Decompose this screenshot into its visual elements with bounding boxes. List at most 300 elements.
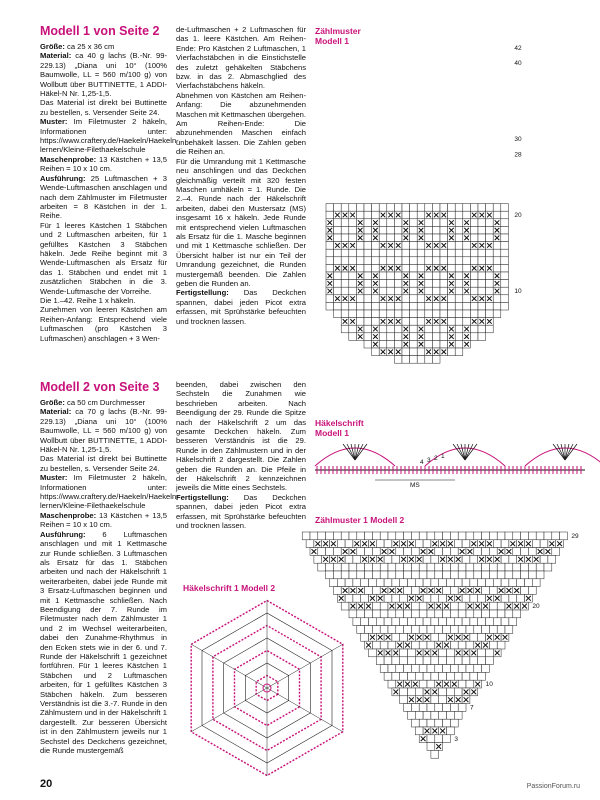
grid-cell (387, 310, 395, 318)
grid-cell (394, 310, 402, 318)
grid-cell (326, 532, 334, 540)
grid-cell (364, 272, 372, 280)
grid-cell (470, 280, 478, 288)
grid-cell (415, 618, 423, 626)
grid-cell (455, 295, 463, 303)
grid-cell (462, 594, 470, 602)
grid-cell (432, 204, 440, 212)
grid-cell (466, 563, 474, 571)
grid-cell (387, 272, 395, 280)
haekelschrift-m1-title: Häkelschrift Modell 1 (315, 418, 364, 438)
grid-cell (425, 325, 433, 333)
grid-cell (455, 325, 463, 333)
grid-cell (402, 242, 410, 250)
grid-cell (455, 302, 463, 310)
paragraph (40, 155, 167, 174)
grid-cell (435, 610, 443, 618)
grid-cell (462, 672, 470, 680)
grid-cell (387, 302, 395, 310)
grid-cell (455, 204, 463, 212)
grid-cell (482, 563, 490, 571)
grid-cell (376, 618, 384, 626)
grid-cell (380, 641, 388, 649)
grid-cell (474, 610, 482, 618)
grid-cell (455, 242, 463, 250)
paragraph (40, 454, 167, 473)
paragraph (40, 42, 167, 51)
paragraph-text: 13 Kästchen + 13,5 Reihen = 10 x 10 cm. (40, 510, 167, 530)
grid-cell (501, 226, 509, 234)
grid-cell (411, 626, 419, 634)
grid-cell (425, 226, 433, 234)
grid-cell (356, 211, 364, 219)
grid-cell (458, 665, 466, 673)
grid-cell (384, 594, 392, 602)
grid-cell (394, 340, 402, 348)
grid-cell (505, 626, 513, 634)
grid-cell (388, 563, 396, 571)
grid-cell (447, 688, 455, 696)
section1-column2 (176, 25, 306, 326)
round-number-label: 10 (485, 681, 493, 689)
grid-cell (474, 665, 482, 673)
grid-cell (365, 626, 373, 634)
grid-cell (334, 280, 342, 288)
grid-cell (404, 626, 412, 634)
grid-cell (474, 626, 482, 634)
grid-cell (432, 356, 440, 364)
grid-cell (402, 310, 410, 318)
grid-cell (466, 610, 474, 618)
grid-cell (486, 657, 494, 665)
grid-cell (443, 735, 451, 743)
grid-cell (532, 540, 540, 548)
grid-cell (486, 287, 494, 295)
grid-cell (455, 280, 463, 288)
grid-cell (470, 219, 478, 227)
grid-cell (372, 204, 380, 212)
grid-cell (417, 257, 425, 265)
grid-cell (448, 302, 456, 310)
grid-cell (394, 280, 402, 288)
grid-cell (388, 610, 396, 618)
grid-cell (513, 571, 521, 579)
grid-cell (417, 211, 425, 219)
grid-cell (425, 333, 433, 341)
grid-cell (419, 571, 427, 579)
grid-cell (470, 272, 478, 280)
grid-cell (463, 318, 471, 326)
grid-cell (326, 242, 334, 250)
grid-cell (439, 618, 447, 626)
grid-cell (341, 325, 349, 333)
paragraph (40, 51, 167, 98)
grid-cell (435, 626, 443, 634)
paragraph-text: Die 1.–42. Reihe 1 x häkeln. (40, 295, 136, 305)
paragraph-text: de-Luftmaschen + 2 Luftmaschen für das 1. leere Kästchen. Am Reihen-Ende: Pro Kästchen 2 Luftmaschen, 1 Vierfachstäbchen in die Einstichstelle des zuletzt gehäkelten Stäbchens bzw. in das 2. Abmaschglied des Vierfachstäbchens häkeln. (176, 25, 306, 91)
grid-cell (400, 649, 408, 657)
grid-cell (402, 264, 410, 272)
paragraph-text: beenden, dabei zwischen den Sechsteln die Zunahmen wie beschrieben arbeiten. Nach Beendigung der 29. Runde die Spitze nach der Häkelschrift 2 um das gesamte Deckchen häkeln. Zum besseren Verständnis ist die 29. Runde in den Zählmustern und in der Häkelschrift 2 dargestellt. Die Zahlen geben die Runden an. Die Pfeile in der Häkelschrift 2 kennzeichnen jeweils die Mitte eines Sechstels. (176, 380, 306, 493)
grid-cell (431, 696, 439, 704)
grid-cell (400, 688, 408, 696)
grid-cell (509, 594, 517, 602)
grid-cell (341, 563, 349, 571)
grid-cell (394, 272, 402, 280)
section1-column1 (40, 42, 179, 343)
grid-cell (364, 295, 372, 303)
grid-cell (486, 649, 494, 657)
round-number-label: 20 (532, 603, 540, 611)
grid-cell (544, 532, 552, 540)
grid-cell (425, 310, 433, 318)
grid-cell (364, 234, 372, 242)
grid-cell (427, 641, 435, 649)
grid-cell (402, 318, 410, 326)
grid-cell (379, 325, 387, 333)
paragraph-label: Maschenprobe: (40, 154, 97, 164)
grid-cell (432, 302, 440, 310)
fan-stitch (457, 444, 465, 460)
grid-cell (466, 571, 474, 579)
paragraph-text: ca 25 x 36 cm (64, 42, 115, 51)
grid-cell (544, 563, 552, 571)
grid-cell (334, 234, 342, 242)
grid-cell (372, 548, 380, 556)
grid-cell (410, 226, 418, 234)
grid-cell (448, 249, 456, 257)
grid-cell (454, 579, 462, 587)
grid-cell (497, 641, 505, 649)
grid-cell (486, 226, 494, 234)
grid-cell (470, 333, 478, 341)
site-watermark: PassionForum.ru (526, 783, 580, 790)
grid-cell (396, 532, 404, 540)
haekelschrift1-m2-title: Häkelschrift 1 Modell 2 (183, 583, 276, 593)
grid-cell (349, 571, 357, 579)
grid-cell (435, 735, 443, 743)
grid-cell (432, 272, 440, 280)
grid-cell (425, 234, 433, 242)
grid-cell (314, 555, 322, 563)
fan-stitch (557, 444, 565, 460)
paragraph-text: 13 Kästchen + 13,5 Reihen = 10 x 10 cm. (40, 154, 167, 174)
grid-cell (396, 626, 404, 634)
grid-cell (394, 226, 402, 234)
grid-cell (450, 626, 458, 634)
paragraph-text: ca 70 g lachs (B.-Nr. 99-229.13) „Diana uni 10“ (100% Baumwolle, LL = 560 m/100 g) von Wollbutt über BUTTINETTE, 1 ADDI-Häkel-N Nr. 1,25-1,5. (40, 407, 167, 455)
grid-cell (440, 272, 448, 280)
grid-cell (463, 249, 471, 257)
grid-cell (521, 548, 529, 556)
grid-cell (458, 571, 466, 579)
grid-cell (470, 672, 478, 680)
grid-cell (497, 571, 505, 579)
grid-cell (486, 272, 494, 280)
grid-cell (501, 540, 509, 548)
grid-cell (410, 211, 418, 219)
grid-cell (410, 272, 418, 280)
grid-cell (427, 743, 435, 751)
grid-cell (411, 641, 419, 649)
grid-cell (388, 571, 396, 579)
grid-cell (326, 211, 334, 219)
grid-cell (501, 287, 509, 295)
grid-cell (454, 711, 462, 719)
paragraph (40, 398, 167, 407)
grid-cell (400, 618, 408, 626)
grid-cell (337, 540, 345, 548)
grid-cell (404, 587, 412, 595)
paragraph (40, 221, 167, 296)
paragraph-label: Ausführung: (40, 529, 86, 539)
grid-cell (440, 325, 448, 333)
grid-cell (493, 257, 501, 265)
round-number-label: 1 (441, 453, 445, 460)
grid-cell (482, 532, 490, 540)
grid-cell (333, 571, 341, 579)
grid-cell (448, 318, 456, 326)
section2-column1 (40, 398, 179, 756)
grid-cell (439, 633, 447, 641)
grid-cell (379, 234, 387, 242)
grid-cell (376, 540, 384, 548)
grid-cell (425, 219, 433, 227)
grid-cell (458, 641, 466, 649)
grid-cell (380, 665, 388, 673)
grid-cell (423, 555, 431, 563)
grid-cell (521, 532, 529, 540)
grid-cell (333, 587, 341, 595)
grid-cell (365, 532, 373, 540)
grid-cell (463, 310, 471, 318)
grid-cell (432, 310, 440, 318)
grid-cell (369, 649, 377, 657)
grid-cell (310, 532, 318, 540)
grid-cell (408, 672, 416, 680)
grid-cell (443, 548, 451, 556)
grid-cell (408, 711, 416, 719)
grid-cell (455, 226, 463, 234)
grid-cell (458, 626, 466, 634)
grid-cell (439, 594, 447, 602)
grid-cell (470, 310, 478, 318)
grid-cell (364, 264, 372, 272)
grid-cell (318, 548, 326, 556)
grid-cell (478, 287, 486, 295)
paragraph-text: Zunehmen von leeren Kästchen am Reihen-Anfang: Entsprechend viele Luftmaschen (pro Kästchen 3 Luftmaschen) anschlagen + 3 Wen- (40, 305, 167, 343)
grid-cell (349, 272, 357, 280)
grid-cell (400, 696, 408, 704)
grid-cell (402, 257, 410, 265)
grid-cell (431, 633, 439, 641)
grid-cell (302, 532, 310, 540)
fan-stitch (465, 444, 473, 460)
grid-cell (493, 540, 501, 548)
grid-cell (400, 657, 408, 665)
grid-cell (306, 540, 314, 548)
grid-cell (379, 257, 387, 265)
grid-cell (513, 563, 521, 571)
grid-cell (489, 602, 497, 610)
grid-cell (443, 532, 451, 540)
grid-cell (333, 548, 341, 556)
grid-cell (501, 295, 509, 303)
row-number-label: 42 (514, 45, 522, 52)
grid-cell (435, 563, 443, 571)
grid-cell (463, 204, 471, 212)
round-number-label: 29 (571, 533, 579, 540)
grid-cell (458, 532, 466, 540)
grid-cell (349, 257, 357, 265)
grid-cell (410, 318, 418, 326)
grid-cell (341, 234, 349, 242)
round-number-label: 2 (434, 455, 438, 462)
section2-column2 (176, 380, 306, 531)
grid-cell (497, 563, 505, 571)
grid-cell (431, 672, 439, 680)
grid-cell (455, 249, 463, 257)
grid-cell (349, 219, 357, 227)
grid-cell (410, 340, 418, 348)
row-number-label: 30 (514, 136, 522, 144)
grid-cell (440, 249, 448, 257)
grid-cell (501, 204, 509, 212)
grid-cell (521, 587, 529, 595)
grid-cell (540, 540, 548, 548)
grid-cell (402, 348, 410, 356)
grid-cell (455, 310, 463, 318)
grid-cell (440, 310, 448, 318)
grid-cell (478, 325, 486, 333)
grid-cell (410, 257, 418, 265)
grid-cell (356, 204, 364, 212)
grid-cell (440, 226, 448, 234)
paragraph (176, 25, 306, 91)
grid-cell (525, 579, 533, 587)
grid-cell (349, 280, 357, 288)
grid-cell (326, 295, 334, 303)
grid-cell (334, 226, 342, 234)
grid-cell (432, 226, 440, 234)
grid-cell (400, 672, 408, 680)
grid-cell (470, 657, 478, 665)
grid-cell (458, 602, 466, 610)
grid-cell (419, 532, 427, 540)
grid-cell (388, 680, 396, 688)
grid-cell (349, 234, 357, 242)
grid-cell (345, 579, 353, 587)
grid-cell (493, 211, 501, 219)
grid-cell (425, 272, 433, 280)
grid-cell (470, 302, 478, 310)
grid-cell (372, 295, 380, 303)
grid-cell (443, 563, 451, 571)
grid-cell (455, 264, 463, 272)
grid-cell (410, 264, 418, 272)
grid-cell (402, 204, 410, 212)
grid-cell (443, 704, 451, 712)
grid-cell (419, 704, 427, 712)
grid-cell (364, 226, 372, 234)
grid-cell (392, 594, 400, 602)
paragraph-label: Material: (40, 51, 72, 61)
grid-cell (427, 626, 435, 634)
grid-cell (349, 333, 357, 341)
grid-cell (341, 280, 349, 288)
grid-cell (364, 249, 372, 257)
grid-cell (450, 602, 458, 610)
grid-cell (458, 680, 466, 688)
row-number-label: 40 (514, 60, 522, 68)
grid-cell (364, 287, 372, 295)
grid-cell (419, 680, 427, 688)
grid-cell (349, 204, 357, 212)
grid-cell (372, 249, 380, 257)
paragraph-text: Im Filetmuster 2 häkeln, Informationen unter: https://www.craftery.de/Haekeln/Haekeln-lernen/Kleine-Filethaekelschule (40, 473, 179, 511)
grid-cell (423, 618, 431, 626)
grid-cell (341, 272, 349, 280)
grid-cell (478, 618, 486, 626)
grid-cell (419, 719, 427, 727)
grid-cell (478, 204, 486, 212)
paragraph-label: Größe: (40, 42, 65, 51)
grid-cell (394, 234, 402, 242)
grid-cell (394, 249, 402, 257)
grid-cell (410, 242, 418, 250)
grid-cell (440, 340, 448, 348)
fan-stitch (355, 444, 363, 460)
grid-cell (387, 234, 395, 242)
grid-cell (463, 302, 471, 310)
grid-cell (462, 540, 470, 548)
round-number-label: 3 (454, 735, 459, 743)
grid-cell (431, 711, 439, 719)
paragraph (40, 174, 167, 221)
grid-cell (470, 555, 478, 563)
grid-cell (478, 257, 486, 265)
grid-cell (455, 234, 463, 242)
grid-cell (364, 325, 372, 333)
grid-cell (353, 579, 361, 587)
grid-cell (470, 234, 478, 242)
grid-cell (439, 672, 447, 680)
grid-cell (372, 571, 380, 579)
grid-cell (353, 555, 361, 563)
grid-cell (387, 257, 395, 265)
grid-cell (552, 532, 560, 540)
grid-cell (482, 571, 490, 579)
grid-cell (364, 219, 372, 227)
grid-cell (334, 310, 342, 318)
grid-cell (497, 626, 505, 634)
grid-cell (411, 704, 419, 712)
grid-cell (455, 287, 463, 295)
grid-cell (384, 657, 392, 665)
grid-cell (513, 610, 521, 618)
grid-cell (432, 287, 440, 295)
grid-cell (387, 226, 395, 234)
grid-cell (455, 272, 463, 280)
grid-cell (318, 563, 326, 571)
grid-cell (427, 704, 435, 712)
grid-cell (384, 579, 392, 587)
grid-cell (486, 204, 494, 212)
grid-cell (345, 555, 353, 563)
grid-cell (411, 587, 419, 595)
paragraph (40, 117, 179, 155)
grid-cell (489, 626, 497, 634)
